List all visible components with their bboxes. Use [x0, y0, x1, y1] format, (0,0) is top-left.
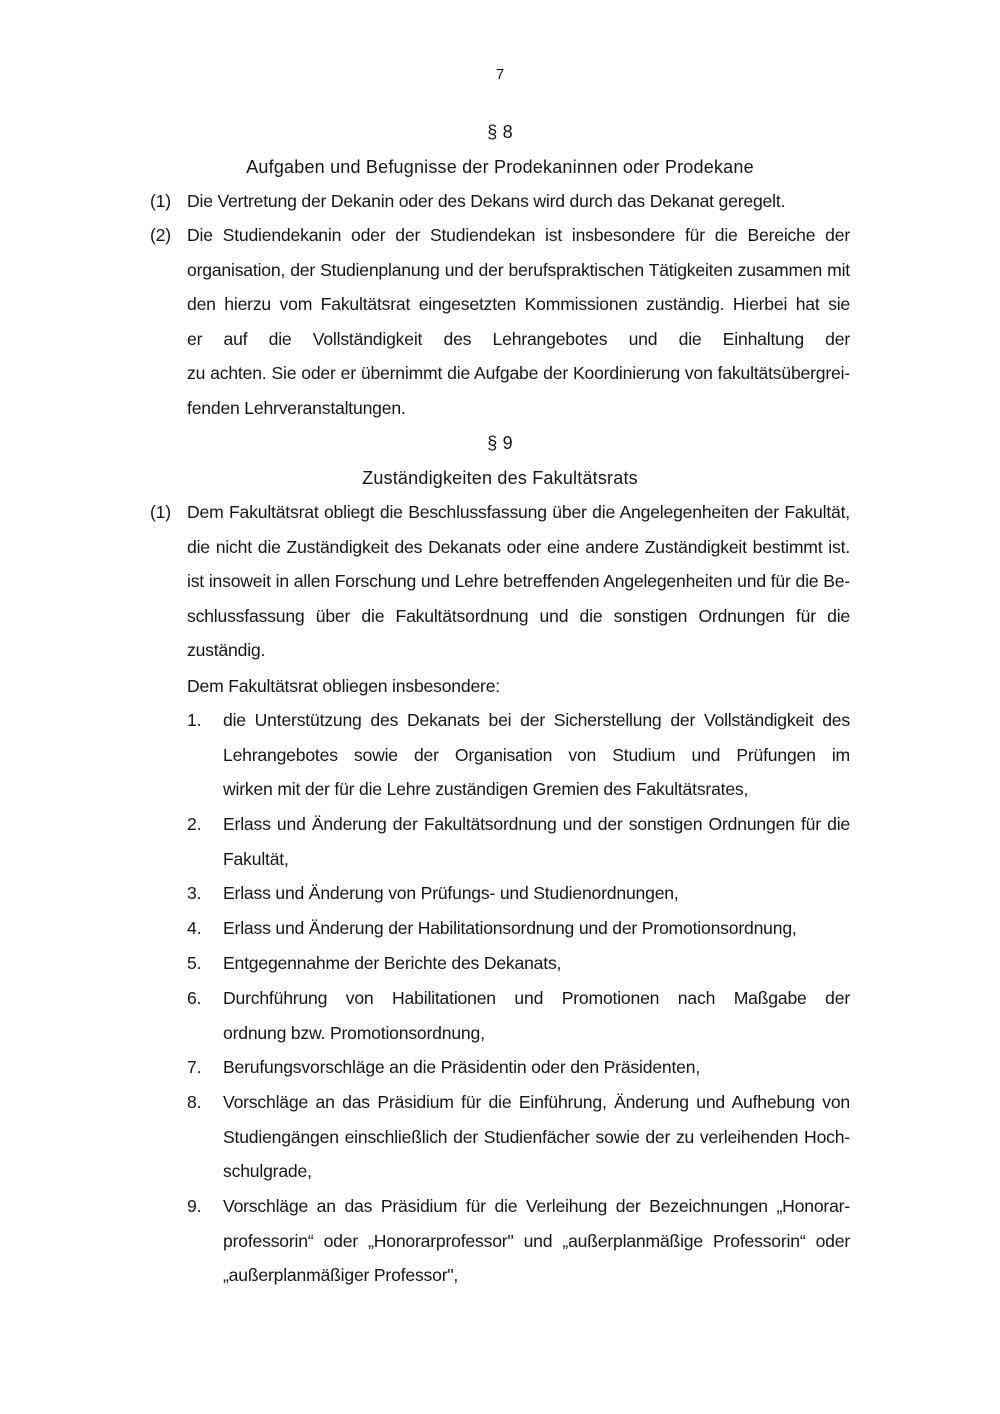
paragraph-line: organisation, der Studienplanung und der berufspraktischen Tätigkeiten zusammen mit	[187, 259, 850, 280]
list-item-line: Fakultät,	[223, 848, 289, 869]
list-item-line: Erlass und Änderung von Prüfungs- und Studienordnungen,	[223, 883, 679, 903]
paragraph-line: zuständig.	[187, 640, 266, 661]
list-item-line: wirken mit der für die Lehre zuständigen Gremien des Fakultätsrates,	[223, 779, 749, 800]
paragraph-line: Die Studiendekanin oder der Studiendekan ist insbesondere für die Bereiche der	[187, 225, 850, 245]
section-9-title: Zuständigkeiten des Fakultätsrats	[362, 468, 638, 488]
paragraph-line: er auf die Vollständigkeit des Lehrangebotes und die Einhaltung der	[187, 328, 850, 349]
list-item-line: Erlass und Änderung der Habilitationsordnung und der Promotionsordnung,	[223, 918, 797, 938]
list-item-number: 5.	[187, 953, 202, 973]
paragraph-line: den hierzu vom Fakultätsrat eingesetzten Kommissionen zuständig. Hierbei hat sie	[187, 294, 850, 315]
list-item-number: 6.	[187, 988, 202, 1008]
section-8-title: Aufgaben und Befugnisse der Prodekaninnen oder Prodekane	[246, 157, 754, 177]
list-item-line: die Unterstützung des Dekanats bei der Sicherstellung der Vollständigkeit des	[223, 710, 850, 730]
list-item-line: schulgrade,	[223, 1161, 312, 1182]
list-item-line: Studiengängen einschließlich der Studienfächer sowie der zu verleihenden Hoch-	[223, 1126, 850, 1147]
list-intro-text: Dem Fakultätsrat obliegen insbesondere:	[187, 676, 500, 696]
list-intro	[187, 669, 850, 704]
list-item-number: 7.	[187, 1057, 202, 1077]
list-item-number: 8.	[187, 1092, 202, 1112]
list-item-line: Vorschläge an das Präsidium für die Einführung, Änderung und Aufhebung von	[223, 1092, 850, 1112]
list-item-line: Lehrangebotes sowie der Organisation von Studium und Prüfungen im	[223, 744, 850, 765]
paragraph-line: ist insoweit in allen Forschung und Lehre betreffenden Angelegenheiten und für die Be-	[187, 571, 850, 592]
list-item-number: 3.	[187, 883, 202, 903]
paragraph-line: schlussfassung über die Fakultätsordnung und die sonstigen Ordnungen für die	[187, 605, 850, 626]
page-number: 7	[495, 66, 505, 83]
list-item-line: Berufungsvorschläge an die Präsidentin oder den Präsidenten,	[223, 1057, 701, 1077]
list-item-number: 2.	[187, 814, 202, 834]
paragraph-line: die nicht die Zuständigkeit des Dekanats oder eine andere Zuständigkeit bestimmt ist.	[187, 536, 850, 557]
list-item-line: Entgegennahme der Berichte des Dekanats,	[223, 953, 562, 973]
list-item-number: 4.	[187, 918, 202, 938]
list-item-line: Durchführung von Habilitationen und Promotionen nach Maßgabe der	[223, 988, 850, 1008]
paragraph-line: zu achten. Sie oder er übernimmt die Aufgabe der Koordinierung von fakultätsübergrei-	[187, 363, 850, 384]
list-item-number: 9.	[187, 1196, 202, 1216]
section-9-symbol: § 9	[487, 433, 513, 453]
list-item-line: „außerplanmäßiger Professor",	[223, 1265, 459, 1286]
list-item-number: 1.	[187, 710, 202, 730]
section-8-symbol: § 8	[487, 122, 513, 142]
list-item-line: ordnung bzw. Promotionsordnung,	[223, 1022, 485, 1043]
paragraph-line: fenden Lehrveranstaltungen.	[187, 397, 406, 418]
paragraph-line: Dem Fakultätsrat obliegt die Beschlussfassung über die Angelegenheiten der Fakultät,	[187, 502, 850, 522]
paragraph-number: (2)	[150, 225, 171, 245]
list-item-line: Vorschläge an das Präsidium für die Verleihung der Bezeichnungen „Honorar-	[223, 1196, 850, 1216]
list-item-line: Erlass und Änderung der Fakultätsordnung und der sonstigen Ordnungen für die	[223, 814, 850, 834]
paragraph-number: (1)	[150, 502, 171, 522]
list-item-line: professorin“ oder „Honorarprofessor" und „außerplanmäßige Professorin“ oder	[223, 1230, 850, 1251]
paragraph-text: Die Vertretung der Dekanin oder des Dekans wird durch das Dekanat geregelt.	[187, 191, 786, 211]
paragraph-number: (1)	[150, 191, 171, 211]
